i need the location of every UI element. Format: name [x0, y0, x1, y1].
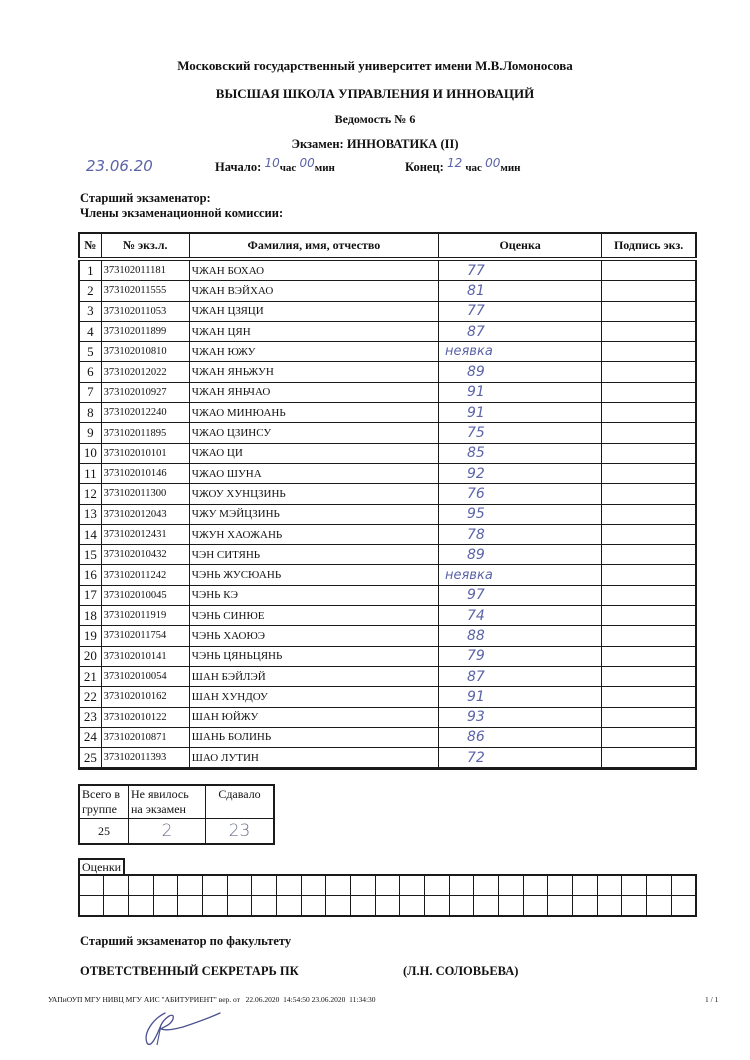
end-minutes: 00	[485, 156, 501, 170]
grades-grid-cell	[400, 875, 425, 896]
grades-grid-cell	[276, 875, 301, 896]
student-name: ШАО ЛУТИН	[189, 748, 438, 769]
grades-grid-cell	[104, 896, 129, 917]
start-label: Начало:	[215, 160, 262, 174]
commission-label: Члены экзаменационной комиссии:	[80, 206, 284, 220]
signature-icon	[135, 1005, 225, 1050]
row-number: 7	[79, 382, 101, 402]
student-name: ШАН ЮЙЖУ	[189, 707, 438, 727]
signature-cell	[602, 646, 696, 666]
table-row	[79, 301, 696, 321]
grades-grid-cell	[202, 896, 227, 917]
grades-grid	[78, 874, 697, 917]
student-name: ЧЖАО МИНЮАНЬ	[189, 403, 438, 423]
student-name: ЧЖОУ ХУНЦЗИНЬ	[189, 484, 438, 504]
total-value: 25	[79, 819, 129, 845]
table-row	[79, 707, 696, 727]
record-book-number: 373102011181	[101, 259, 189, 281]
record-book-number: 373102011895	[101, 423, 189, 443]
table-row	[79, 585, 696, 605]
grades-grid-cell	[474, 875, 499, 896]
grades-grid-cell	[572, 896, 597, 917]
signature-cell	[602, 524, 696, 544]
student-name: ЧЭНЬ СИНЮЕ	[189, 606, 438, 626]
grades-grid-cell	[671, 875, 696, 896]
table-row	[79, 504, 696, 524]
grades-grid-cell	[79, 896, 104, 917]
grades-grid-cell	[597, 896, 622, 917]
record-book-number: 373102011555	[101, 281, 189, 301]
record-book-number: 373102012431	[101, 524, 189, 544]
record-book-number: 373102011300	[101, 484, 189, 504]
grade-handwritten: 77	[438, 259, 601, 281]
record-book-number: 373102010146	[101, 463, 189, 483]
table-row	[79, 606, 696, 626]
student-name: ЧЖАО ШУНА	[189, 463, 438, 483]
end-time	[405, 156, 521, 175]
summary-values-row	[79, 819, 274, 845]
record-book-number: 373102010101	[101, 443, 189, 463]
faculty-examiner-label: Старший экзаменатор по факультету	[80, 934, 292, 948]
grades-grid-cell	[572, 875, 597, 896]
passed-label: Сдавало	[206, 785, 275, 819]
grades-grid-cell	[301, 896, 326, 917]
student-name: ЧЖАН ВЭЙХАО	[189, 281, 438, 301]
grades-grid-cell	[424, 875, 449, 896]
table-row	[79, 342, 696, 362]
absent-label: Не явилось на экзамен	[129, 785, 206, 819]
grades-grid-cell	[252, 896, 277, 917]
grades-grid-cell	[498, 896, 523, 917]
signature-cell	[602, 321, 696, 341]
grade-handwritten: 78	[438, 524, 601, 544]
signature-cell	[602, 342, 696, 362]
grades-grid-cell	[400, 896, 425, 917]
grades-grid-cell	[622, 896, 647, 917]
senior-examiner-label: Старший экзаменатор:	[80, 191, 211, 205]
signature-cell	[602, 281, 696, 301]
grade-handwritten: 75	[438, 423, 601, 443]
row-number: 1	[79, 259, 101, 281]
table-row	[79, 281, 696, 301]
end-hour: 12	[446, 156, 463, 170]
row-number: 13	[79, 504, 101, 524]
signature-cell	[602, 545, 696, 565]
student-name: ЧЖАН ЯНЬЖУН	[189, 362, 438, 382]
grade-handwritten: 95	[438, 504, 601, 524]
grades-grid-cell	[227, 875, 252, 896]
grade-handwritten: 87	[438, 321, 601, 341]
record-book-number: 373102010141	[101, 646, 189, 666]
grades-grid-cell	[424, 896, 449, 917]
grades-grid-cell	[202, 875, 227, 896]
row-number: 4	[79, 321, 101, 341]
grades-grid-cell	[153, 875, 178, 896]
row-number: 18	[79, 606, 101, 626]
grades-grid-cell	[128, 875, 153, 896]
secretary-name: (Л.Н. СОЛОВЬЕВА)	[403, 964, 519, 978]
grades-grid-cell	[326, 875, 351, 896]
grade-handwritten: 91	[438, 382, 601, 402]
student-name: ЧЭНЬ ЦЯНЬЦЯНЬ	[189, 646, 438, 666]
hour-unit: час	[465, 162, 482, 174]
row-number: 12	[79, 484, 101, 504]
signature-cell	[602, 362, 696, 382]
student-name: ШАН ХУНДОУ	[189, 687, 438, 707]
grade-handwritten: 72	[438, 748, 601, 769]
summary-header-row	[79, 785, 274, 819]
col-examiner-signature: Подпись экз.	[602, 233, 696, 259]
student-name: ЧЭНЬ ЖУСЮАНЬ	[189, 565, 438, 585]
grade-handwritten: 86	[438, 727, 601, 747]
hour-unit: час	[279, 162, 297, 174]
student-name: ЧЖУ МЭЙЦЗИНЬ	[189, 504, 438, 524]
table-row	[79, 666, 696, 686]
grades-grid-cell	[350, 875, 375, 896]
grade-handwritten: 85	[438, 443, 601, 463]
table-row	[79, 362, 696, 382]
grade-handwritten: 91	[438, 687, 601, 707]
grades-grid-cell	[326, 896, 351, 917]
record-book-number: 373102011754	[101, 626, 189, 646]
signature-cell	[602, 259, 696, 281]
grades-grid-cell	[178, 896, 203, 917]
grades-grid-cell	[252, 875, 277, 896]
table-row	[79, 626, 696, 646]
grade-handwritten: 79	[438, 646, 601, 666]
row-number: 22	[79, 687, 101, 707]
record-book-number: 373102010162	[101, 687, 189, 707]
row-number: 10	[79, 443, 101, 463]
grade-handwritten: 93	[438, 707, 601, 727]
table-row	[79, 748, 696, 769]
grades-grid-cell	[375, 896, 400, 917]
signature-cell	[602, 707, 696, 727]
grades-grid-cell	[646, 875, 671, 896]
signature-cell	[602, 585, 696, 605]
student-name: ЧЖАН ЯНЬЧАО	[189, 382, 438, 402]
grades-grid-cell	[548, 896, 573, 917]
sheet-number: Ведомость № 6	[334, 112, 416, 126]
grades-grid-cell	[671, 896, 696, 917]
exam-name: ИННОВАТИКА (II)	[346, 137, 459, 151]
row-number: 2	[79, 281, 101, 301]
grades-grid-cell	[128, 896, 153, 917]
table-row	[79, 484, 696, 504]
record-book-number: 373102010432	[101, 545, 189, 565]
signature-cell	[602, 504, 696, 524]
system-info-line: УАПиОУП МГУ НИВЦ МГУ АИС "АБИТУРИЕНТ" вер. от 22.06.2020 14:54:50 23.06.2020 11:34:30	[48, 995, 376, 1004]
table-row	[79, 565, 696, 585]
record-book-number: 373102011242	[101, 565, 189, 585]
col-record-book: № экз.л.	[101, 233, 189, 259]
handwritten-date: 23.06.20	[86, 157, 153, 175]
table-row	[79, 423, 696, 443]
row-number: 21	[79, 666, 101, 686]
grades-grid-cell	[449, 875, 474, 896]
grade-handwritten: неявка	[438, 565, 601, 585]
student-name: ЧЖАО ЦЗИНСУ	[189, 423, 438, 443]
secretary-label: ОТВЕТСТВЕННЫЙ СЕКРЕТАРЬ ПК	[80, 964, 299, 978]
row-number: 16	[79, 565, 101, 585]
signature-cell	[602, 748, 696, 769]
grade-handwritten: 81	[438, 281, 601, 301]
grades-grid-row	[79, 875, 696, 896]
record-book-number: 373102010810	[101, 342, 189, 362]
row-number: 8	[79, 403, 101, 423]
grade-handwritten: 97	[438, 585, 601, 605]
table-row	[79, 646, 696, 666]
row-number: 15	[79, 545, 101, 565]
table-row	[79, 443, 696, 463]
grade-handwritten: 77	[438, 301, 601, 321]
record-book-number: 373102010054	[101, 666, 189, 686]
grade-handwritten: 92	[438, 463, 601, 483]
record-book-number: 373102010871	[101, 727, 189, 747]
signature-cell	[602, 666, 696, 686]
col-grade: Оценка	[438, 233, 601, 259]
grades-grid-cell	[474, 896, 499, 917]
grades-grid-cell	[178, 875, 203, 896]
record-book-number: 373102011393	[101, 748, 189, 769]
col-number: №	[79, 233, 101, 259]
university-name: Московский государственный университет имени М.В.Ломоносова	[177, 58, 573, 73]
signature-cell	[602, 443, 696, 463]
signature-cell	[602, 626, 696, 646]
passed-value: 23	[206, 819, 275, 845]
record-book-number: 373102011919	[101, 606, 189, 626]
grades-grid-cell	[449, 896, 474, 917]
school-name: ВЫСШАЯ ШКОЛА УПРАВЛЕНИЯ И ИННОВАЦИЙ	[215, 86, 535, 101]
grades-grid-cell	[301, 875, 326, 896]
row-number: 24	[79, 727, 101, 747]
table-row	[79, 382, 696, 402]
signature-cell	[602, 727, 696, 747]
student-name: ШАН БЭЙЛЭЙ	[189, 666, 438, 686]
row-number: 3	[79, 301, 101, 321]
table-row	[79, 524, 696, 544]
signature-cell	[602, 606, 696, 626]
row-number: 23	[79, 707, 101, 727]
grade-handwritten: 91	[438, 403, 601, 423]
min-unit: мин	[314, 162, 335, 174]
grades-grid-cell	[375, 875, 400, 896]
row-number: 9	[79, 423, 101, 443]
record-book-number: 373102010122	[101, 707, 189, 727]
student-name: ЧЖАН БОХАО	[189, 259, 438, 281]
grades-grid-label: Оценки	[78, 858, 125, 875]
record-book-number: 373102012240	[101, 403, 189, 423]
grade-handwritten: 89	[438, 362, 601, 382]
grade-handwritten: неявка	[438, 342, 601, 362]
page-number: 1 / 1	[705, 995, 719, 1004]
record-book-number: 373102011899	[101, 321, 189, 341]
grades-grid-cell	[227, 896, 252, 917]
signature-cell	[602, 687, 696, 707]
grade-handwritten: 89	[438, 545, 601, 565]
record-book-number: 373102011053	[101, 301, 189, 321]
table-row	[79, 687, 696, 707]
student-name: ЧЖАО ЦИ	[189, 443, 438, 463]
signature-cell	[602, 301, 696, 321]
table-row	[79, 727, 696, 747]
signature-cell	[602, 565, 696, 585]
record-book-number: 373102010045	[101, 585, 189, 605]
grades-grid-cell	[622, 875, 647, 896]
student-name: ШАНЬ БОЛИНЬ	[189, 727, 438, 747]
grade-handwritten: 76	[438, 484, 601, 504]
students-table	[78, 232, 697, 770]
grades-grid-cell	[646, 896, 671, 917]
row-number: 11	[79, 463, 101, 483]
end-label: Конец:	[405, 160, 444, 174]
row-number: 5	[79, 342, 101, 362]
exam-label: Экзамен:	[291, 137, 344, 151]
row-number: 20	[79, 646, 101, 666]
student-name: ЧЭНЬ КЭ	[189, 585, 438, 605]
grades-grid-cell	[79, 875, 104, 896]
start-time	[215, 156, 335, 175]
grade-handwritten: 74	[438, 606, 601, 626]
grades-grid-cell	[350, 896, 375, 917]
student-name: ЧЖАН ЮЖУ	[189, 342, 438, 362]
table-row	[79, 463, 696, 483]
signature-cell	[602, 423, 696, 443]
table-row	[79, 321, 696, 341]
signature-cell	[602, 463, 696, 483]
row-number: 14	[79, 524, 101, 544]
min-unit: мин	[500, 162, 521, 174]
attendance-summary	[78, 784, 275, 845]
row-number: 25	[79, 748, 101, 769]
signature-cell	[602, 382, 696, 402]
absent-value: 2	[129, 819, 206, 845]
student-name: ЧЖУН ХАОЖАНЬ	[189, 524, 438, 544]
grades-grid-cell	[153, 896, 178, 917]
table-row	[79, 545, 696, 565]
grades-grid-cell	[523, 875, 548, 896]
grades-grid-cell	[104, 875, 129, 896]
record-book-number: 373102012043	[101, 504, 189, 524]
grades-grid-cell	[548, 875, 573, 896]
grades-grid-cell	[597, 875, 622, 896]
record-book-number: 373102012022	[101, 362, 189, 382]
student-name: ЧЭН СИТЯНЬ	[189, 545, 438, 565]
table-row	[79, 259, 696, 281]
start-minutes: 00	[299, 156, 315, 170]
signature-cell	[602, 484, 696, 504]
table-row	[79, 403, 696, 423]
grades-grid-row	[79, 896, 696, 917]
grade-handwritten: 87	[438, 666, 601, 686]
student-name: ЧЖАН ЦЗЯЦИ	[189, 301, 438, 321]
row-number: 6	[79, 362, 101, 382]
grades-grid-cell	[498, 875, 523, 896]
total-label: Всего в группе	[79, 785, 129, 819]
signature-cell	[602, 403, 696, 423]
grades-grid-cell	[276, 896, 301, 917]
exam-title	[0, 137, 750, 152]
grade-handwritten: 88	[438, 626, 601, 646]
start-hour: 10	[264, 156, 280, 170]
student-name: ЧЖАН ЦЯН	[189, 321, 438, 341]
table-header-row	[79, 233, 696, 259]
row-number: 17	[79, 585, 101, 605]
col-full-name: Фамилия, имя, отчество	[189, 233, 438, 259]
grades-grid-cell	[523, 896, 548, 917]
student-name: ЧЭНЬ ХАОЮЭ	[189, 626, 438, 646]
record-book-number: 373102010927	[101, 382, 189, 402]
row-number: 19	[79, 626, 101, 646]
